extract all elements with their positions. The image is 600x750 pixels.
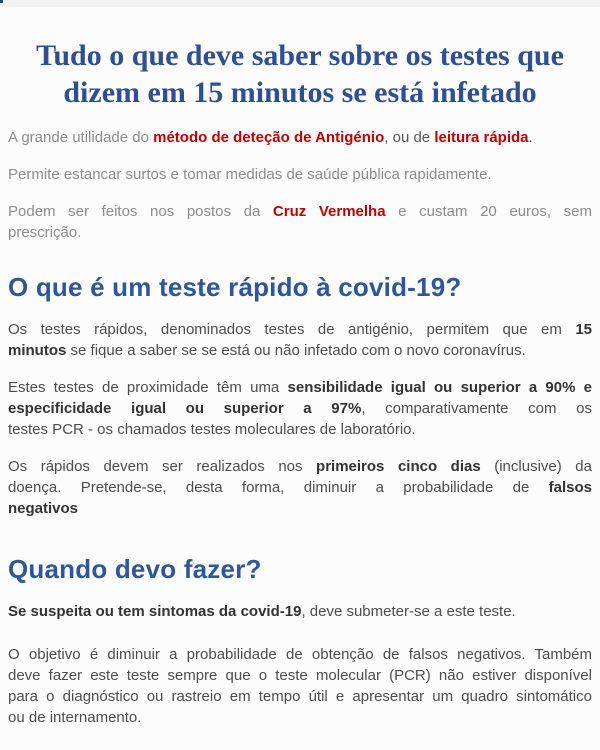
- s1p2-line1: [8, 377, 592, 398]
- article-title-line1: Tudo o que deve saber sobre os testes que: [36, 39, 564, 72]
- top-strip: [0, 0, 600, 7]
- s2p1-text: , deve submeter-se a este teste.: [301, 603, 516, 620]
- intro-paragraph-2: Permite estancar surtos e tomar medidas de saúde pública rapidamente.: [8, 166, 492, 183]
- s1p3-text-c: doença. Pretende-se, desta forma, diminuir a probabilidade de: [8, 479, 549, 496]
- article-title: [8, 37, 592, 111]
- s2p2-line3: para o diagnóstico ou rastreio em tempo útil e apresentar um quadro sintomático: [8, 688, 592, 705]
- s1p2-line3: testes PCR - os chamados testes moleculares de laboratório.: [8, 421, 416, 438]
- intro-paragraph-1: [8, 127, 592, 148]
- article-title-line2: dizem em 15 minutos se está infetado: [63, 76, 537, 109]
- s2p1-bold-se-suspeita: Se suspeita ou tem sintomas da covid-19: [8, 603, 302, 620]
- s1p1-bold-minutos: minutos: [8, 342, 67, 359]
- s2p2-line4: ou de internamento.: [8, 709, 142, 726]
- s1p1-line1: [8, 319, 592, 340]
- s1p3-line2: [8, 477, 592, 498]
- s1p1-line2: [8, 340, 592, 361]
- s1p1-text-a: Os testes rápidos, denominados testes de antigénio, permitem que em: [8, 321, 576, 338]
- s1p3-text-b: (inclusive) da: [480, 458, 592, 475]
- intro-p3-text-a: Podem ser feitos nos postos da: [8, 203, 273, 220]
- intro-p3-highlight-cruz-vermelha: Cruz Vermelha: [272, 203, 386, 220]
- corner-artifact: [0, 0, 3, 3]
- s1p3-bold-negativos: negativos: [8, 500, 79, 517]
- intro-p1-highlight-leitura: leitura rápida: [434, 129, 529, 146]
- intro-p3-text-b: e custam 20 euros, sem: [385, 203, 592, 220]
- s1p3-bold-primeiros-cinco-dias: primeiros cinco dias: [316, 458, 481, 475]
- intro-p1-text: A grande utilidade do: [8, 129, 154, 146]
- intro-p1-period: .: [528, 129, 533, 146]
- intro-p1-mid: , ou de: [384, 129, 435, 146]
- s2p2-line2: deve fazer este teste sempre que o teste molecular (PCR) não estiver disponível: [8, 667, 592, 684]
- s1p2-text-b: , comparativamente com os: [361, 400, 592, 417]
- intro-paragraph-3: [8, 201, 592, 243]
- intro-p3-line2: prescrição.: [8, 224, 82, 241]
- intro-p1-highlight-antigenio: método de deteção de Antigénio: [153, 129, 385, 146]
- s1p2-bold-sensibilidade: sensibilidade igual ou superior a 90% e: [287, 379, 592, 396]
- section2-paragraph-1: [8, 601, 592, 622]
- s1p2-bold-especificidade: especificidade igual ou superior a 97%: [8, 400, 362, 417]
- s1p3-line3: [8, 498, 592, 519]
- section1-paragraph-2: [8, 377, 592, 440]
- article-body: [0, 127, 600, 728]
- s1p3-line1: [8, 456, 592, 477]
- s1p3-bold-falsos: falsos: [548, 479, 592, 496]
- s1p3-text-a: Os rápidos devem ser realizados nos: [8, 458, 317, 475]
- section2-paragraph-2: [8, 644, 592, 728]
- s2p2-line1: O objetivo é diminuir a probabilidade de obtenção de falsos negativos. Também: [8, 646, 592, 663]
- section1-heading: O que é um teste rápido à covid-19?: [8, 272, 462, 302]
- section1-paragraph-3: [8, 456, 592, 519]
- s1p1-bold-15: 15: [575, 321, 592, 338]
- s1p2-line2: [8, 398, 592, 419]
- s1p2-text-a: Estes testes de proximidade têm uma: [8, 379, 288, 396]
- intro-p3-line1: [8, 201, 592, 222]
- section2-heading: Quando devo fazer?: [8, 554, 262, 584]
- s1p1-text-b: se fique a saber se se está ou não infetado com o novo coronavírus.: [66, 342, 526, 359]
- section1-paragraph-1: [8, 319, 592, 361]
